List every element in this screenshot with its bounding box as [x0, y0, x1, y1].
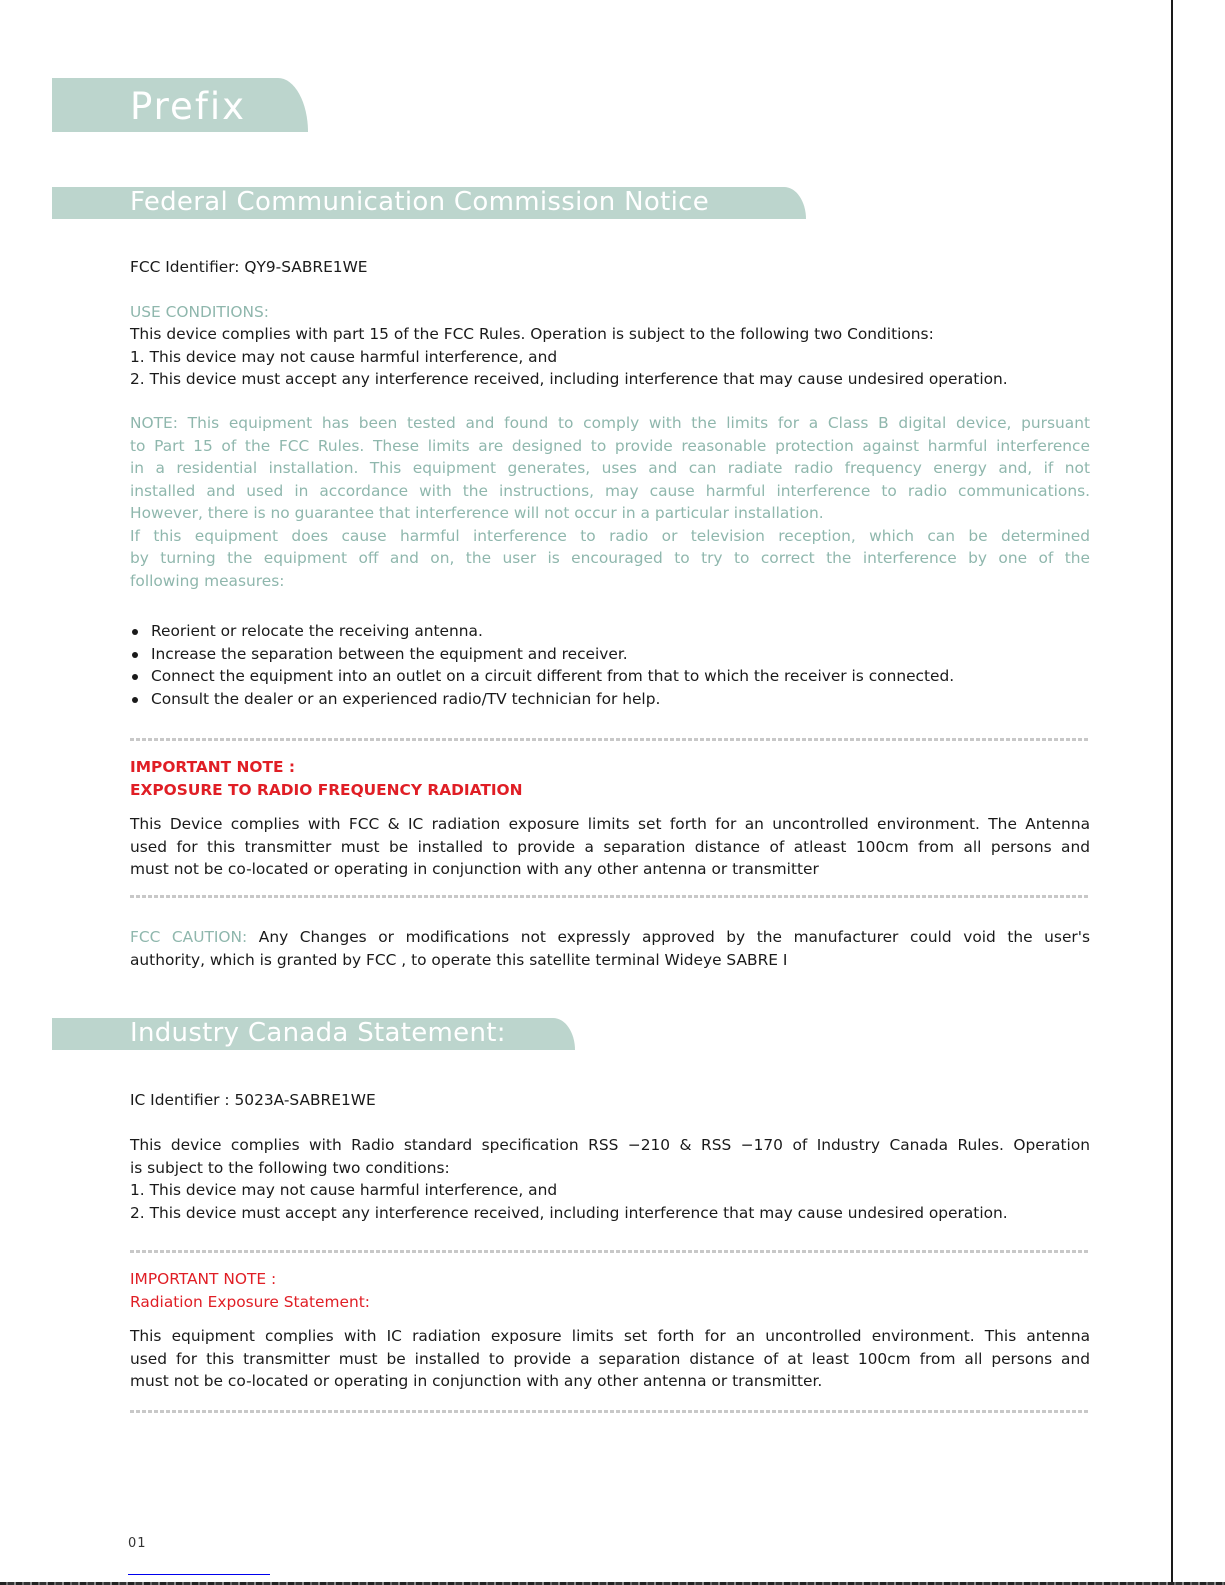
ic-important-note-heading: IMPORTANT NOTE : Radiation Exposure Statement: — [130, 1270, 370, 1311]
fcc-rf-exposure-paragraph — [130, 813, 1090, 881]
ic-conditions-paragraph — [130, 1134, 1090, 1224]
prefix-banner — [52, 78, 308, 132]
note-line: installed and used in accordance with the instructions, may cause harmful interference to radio communications. — [130, 481, 1090, 500]
list-item: Increase the separation between the equipment and receiver. — [130, 643, 954, 666]
ic-exposure-line: This equipment complies with IC radiation exposure limits set forth for an uncontrolled environment. This antenna — [130, 1327, 1090, 1345]
page-edge-line — [1171, 0, 1173, 1585]
list-item: Consult the dealer or an experienced radio/TV technician for help. — [130, 688, 954, 711]
note-line: If this equipment does cause harmful interference to radio or television reception, which can be determined — [130, 526, 1090, 545]
rf-exposure-line: This Device complies with FCC & IC radiation exposure limits set forth for an uncontrolled environment. The Antenna — [130, 815, 1090, 833]
bullet-icon — [132, 629, 138, 635]
prefix-title: Prefix — [130, 85, 247, 128]
use-conditions-line: 1. This device may not cause harmful interference, and — [130, 347, 558, 366]
list-item: Reorient or relocate the receiving antenna. — [130, 620, 954, 643]
ic-radiation-exposure-paragraph — [130, 1325, 1090, 1393]
list-item: Connect the equipment into an outlet on a circuit different from that to which the receiver is connected. — [130, 665, 954, 688]
ic-exposure-line: used for this transmitter must be installed to provide a separation distance of at least 100cm from all persons and — [130, 1349, 1090, 1368]
ic-section-banner — [52, 1018, 575, 1050]
fcc-important-note-heading: IMPORTANT NOTE : EXPOSURE TO RADIO FREQUENCY RADIATION — [130, 758, 523, 799]
note-line: in a residential installation. This equipment generates, uses and can radiate radio frequency energy and, if not — [130, 459, 1090, 477]
use-conditions-body — [130, 323, 1090, 391]
use-conditions-line: This device complies with part 15 of the FCC Rules. Operation is subject to the following two Conditions: — [130, 325, 934, 343]
note-line: by turning the equipment off and on, the user is encouraged to try to correct the interference by one of the — [130, 549, 1090, 567]
fcc-caution-paragraph — [130, 926, 1090, 971]
dotted-divider — [130, 895, 1090, 898]
ic-section-title: Industry Canada Statement: — [130, 1018, 506, 1048]
ic-conditions-line: is subject to the following two conditions: — [130, 1158, 450, 1177]
bullet-icon — [132, 697, 138, 703]
link-underline — [128, 1574, 270, 1575]
ic-conditions-line: This device complies with Radio standard specification RSS −210 & RSS −170 of Industry Canada Rules. Operation — [130, 1136, 1090, 1154]
page-number: 01 — [128, 1536, 147, 1551]
note-line: NOTE: This equipment has been tested and found to comply with the limits for a Class B digital device, pursuant — [130, 414, 1090, 432]
rf-exposure-line: must not be co-located or operating in conjunction with any other antenna or transmitter — [130, 860, 819, 878]
dotted-divider — [130, 1410, 1090, 1413]
fcc-section-banner — [52, 187, 806, 219]
use-conditions-line: 2. This device must accept any interference received, including interference that may cause undesired operation. — [130, 370, 1008, 388]
use-conditions-heading: USE CONDITIONS: — [130, 303, 269, 321]
ic-conditions-line: 2. This device must accept any interference received, including interference that may cause undesired operation. — [130, 1203, 1008, 1222]
fcc-section-title: Federal Communication Commission Notice — [130, 187, 710, 217]
fcc-caution-line: authority, which is granted by FCC , to operate this satellite terminal Wideye SABRE I — [130, 950, 788, 969]
fcc-note-paragraph — [130, 412, 1090, 592]
note-line: However, there is no guarantee that interference will not occur in a particular installation. — [130, 504, 824, 522]
ic-exposure-line: must not be co-located or operating in conjunction with any other antenna or transmitter. — [130, 1372, 823, 1390]
fcc-caution-label: FCC CAUTION: — [130, 928, 248, 946]
rf-exposure-line: used for this transmitter must be installed to provide a separation distance of atleast 100cm from all persons and — [130, 837, 1090, 856]
dotted-divider — [130, 1250, 1090, 1253]
ic-conditions-line: 1. This device may not cause harmful interference, and — [130, 1181, 558, 1199]
note-line: to Part 15 of the FCC Rules. These limits are designed to provide reasonable protection against harmful interference — [130, 436, 1090, 455]
fcc-caution-line: FCC CAUTION: Any Changes or modifications not expressly approved by the manufacturer could void the user's — [130, 928, 1090, 946]
dotted-divider — [130, 738, 1090, 741]
bullet-icon — [132, 674, 138, 680]
ic-identifier: IC Identifier : 5023A-SABRE1WE — [130, 1091, 376, 1109]
note-line: following measures: — [130, 571, 285, 590]
measures-list — [130, 620, 954, 710]
fcc-identifier: FCC Identifier: QY9-SABRE1WE — [130, 258, 368, 276]
bullet-icon — [132, 652, 138, 658]
